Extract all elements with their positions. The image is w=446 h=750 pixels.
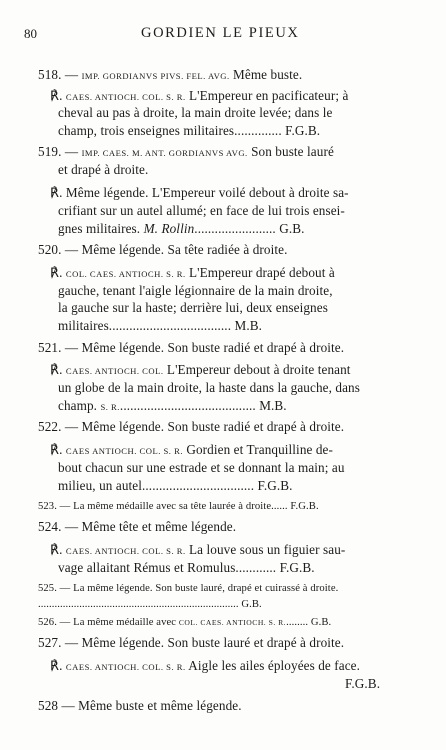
- legend-inscription: CAES. ANTIOCH. COL. S. R.: [65, 92, 186, 102]
- text-span: champ.: [58, 398, 101, 413]
- text-line: [38, 498, 410, 515]
- text-line: [38, 66, 410, 85]
- text-line: [58, 104, 410, 121]
- text-line: [50, 657, 410, 676]
- page-number: 80: [24, 26, 37, 41]
- text-span: crifiant sur un autel allumé; en face de lui trois ensei-: [58, 203, 345, 218]
- text-line: [38, 241, 410, 258]
- text-span: ......................................................................... G.B.: [38, 599, 262, 610]
- collection-name: M. Rollin: [143, 221, 195, 236]
- text-span: 518. —: [38, 67, 82, 82]
- text-span: Aigle les ailes éployées de face.: [185, 658, 361, 673]
- text-span: La louve sous un figuier sau-: [185, 542, 346, 557]
- text-line: [38, 143, 410, 162]
- text-span: gnes militaires.: [58, 221, 144, 236]
- text-span: et drapé à droite.: [58, 162, 149, 177]
- text-span: gauche, tenant l'aigle légionnaire de la main droite,: [58, 283, 333, 298]
- text-span: ℟. Même légende. L'Empereur voilé debout à droite sa-: [50, 185, 349, 200]
- text-line: [38, 596, 410, 613]
- legend-inscription: IMP. CAES. M. ANT. GORDIANVS AVG.: [81, 148, 248, 158]
- text-span: 523. — La même médaille avec sa tête laurée à droite...... F.G.B.: [38, 501, 319, 512]
- text-span: 527. — Même légende. Son buste lauré et drapé à droite.: [38, 635, 345, 650]
- text-line: [38, 580, 410, 597]
- text-line: [345, 675, 410, 692]
- text-line: [58, 122, 410, 139]
- text-line: [58, 317, 410, 334]
- text-span: Gordien et Tranquilline de-: [182, 442, 334, 457]
- text-span: 526. — La même médaille avec: [38, 617, 179, 628]
- text-span: ℟.: [50, 88, 66, 103]
- legend-inscription: COL. CAES. ANTIOCH. S. R.: [178, 618, 287, 627]
- text-line: [50, 264, 410, 283]
- text-span: un globe de la main droite, la haste dans la gauche, dans: [58, 380, 360, 395]
- text-span: 522. — Même légende. Son buste radié et drapé à droite.: [38, 419, 345, 434]
- text-span: 520. — Même légende. Sa tête radiée à droite.: [38, 242, 288, 257]
- text-line: [58, 397, 410, 416]
- text-span: 521. — Même légende. Son buste radié et drapé à droite.: [38, 340, 345, 355]
- text-line: [38, 339, 410, 356]
- text-line: [58, 161, 410, 178]
- text-line: [38, 418, 410, 435]
- text-span: ℟.: [50, 658, 66, 673]
- text-span: ℟.: [50, 362, 66, 377]
- legend-inscription: CAES. ANTIOCH. COL. S. R.: [65, 662, 186, 672]
- text-span: ℟.: [50, 265, 66, 280]
- text-span: 519. —: [38, 144, 82, 159]
- text-span: cheval au pas à droite, la main droite levée; dans le: [58, 105, 333, 120]
- text-line: [50, 441, 410, 460]
- text-span: ........................ G.B.: [194, 221, 305, 236]
- text-line: [50, 361, 410, 380]
- text-line: [58, 559, 410, 576]
- text-line: [38, 634, 410, 651]
- text-span: 525. — La même légende. Son buste lauré, drapé et cuirassé à droite.: [38, 583, 339, 594]
- text-span: ........ G.B.: [286, 617, 332, 628]
- legend-inscription: IMP. GORDIANVS PIVS. FEL. AVG.: [81, 71, 230, 81]
- text-span: Son buste lauré: [247, 144, 334, 159]
- text-line: [50, 184, 410, 201]
- text-line: [38, 518, 410, 535]
- text-line: [58, 477, 410, 494]
- text-span: ℟.: [50, 542, 66, 557]
- text-span: 528 — Même buste et même légende.: [38, 698, 242, 713]
- text-span: L'Empereur debout à droite tenant: [163, 362, 351, 377]
- text-span: Même buste.: [229, 67, 303, 82]
- legend-inscription: S. R.: [100, 402, 120, 412]
- text-span: la gauche sur la haste; derrière lui, deux enseignes: [58, 300, 328, 315]
- page-title: GORDIEN LE PIEUX: [141, 25, 300, 41]
- text-span: milieu, un autel................................. F.G.B.: [58, 478, 293, 493]
- text-span: 524. — Même tête et même légende.: [38, 519, 237, 534]
- text-line: [58, 282, 410, 299]
- text-line: [58, 220, 410, 237]
- text-span: militaires.................................... M.B.: [58, 318, 263, 333]
- legend-inscription: CAES. ANTIOCH. COL. S. R.: [65, 546, 186, 556]
- text-line: [38, 697, 410, 714]
- text-span: ℟.: [50, 442, 66, 457]
- text-span: champ, trois enseignes militaires.............. F.G.B.: [58, 123, 321, 138]
- legend-inscription: CAES. ANTIOCH. COL.: [65, 366, 164, 376]
- legend-inscription: COL. CAES. ANTIOCH. S. R.: [65, 269, 186, 279]
- text-line: [50, 541, 410, 560]
- text-span: vage allaitant Rémus et Romulus............ F.G.B.: [58, 560, 315, 575]
- text-span: L'Empereur en pacificateur; à: [185, 88, 349, 103]
- text-line: [58, 459, 410, 476]
- text-line: [58, 379, 410, 396]
- text-line: [58, 299, 410, 316]
- text-span: L'Empereur drapé debout à: [185, 265, 335, 280]
- text-span: bout chacun sur une estrade et se donnant la main; au: [58, 460, 345, 475]
- text-span: ........................................ M.B.: [119, 398, 287, 413]
- text-span: F.G.B.: [345, 676, 381, 691]
- legend-inscription: CAES ANTIOCH. COL. S. R.: [65, 446, 183, 456]
- text-line: [58, 202, 410, 219]
- text-line: [38, 614, 410, 631]
